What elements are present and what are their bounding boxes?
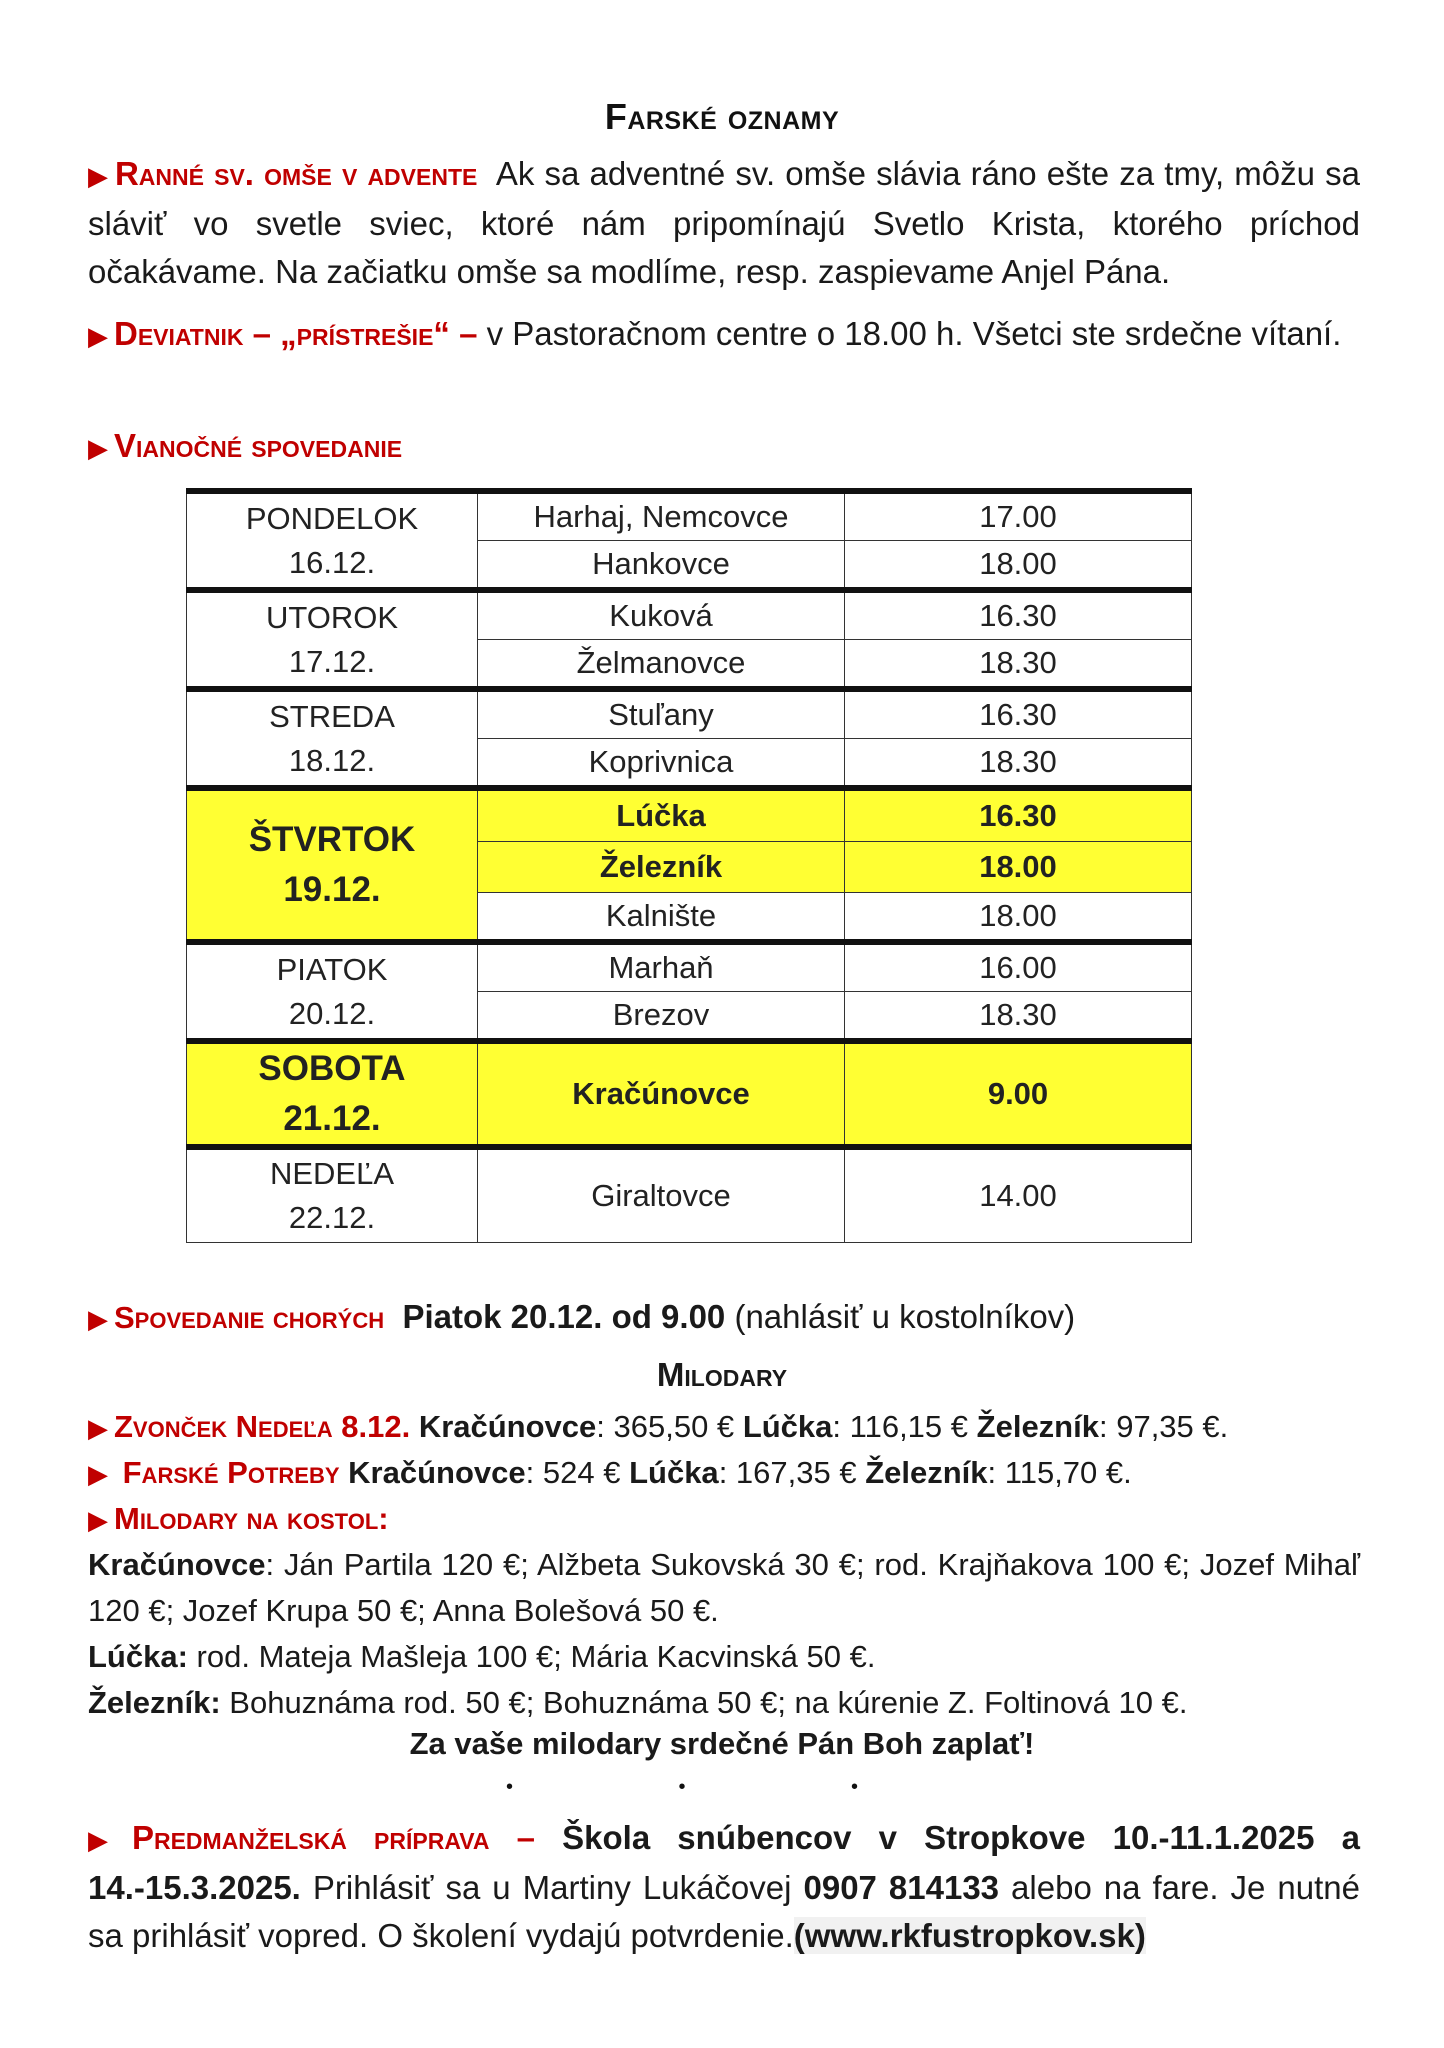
arrow-icon: ▶ [88,1459,108,1489]
day-cell [187,590,478,689]
kracunovce-donors: : Ján Partila 120 €; Alžbeta Sukovská 30 €; rod. Krajňakova 100 €; Jozef Mihaľ 120 €; Jozef Krupa 50 €; Anna Bolešová 50 €. [88,1547,1360,1628]
day-date: 20.12. [288,995,376,1031]
table-row [187,942,1192,992]
lucka-label: Lúčka [629,1455,719,1490]
section-ranne-omse [88,150,1360,296]
zeleznik-donors: Bohuznáma rod. 50 €; Bohuznáma 50 €; na kúrenie Z. Foltinová 10 €. [229,1685,1188,1720]
time-cell: 18.00 [845,541,1192,591]
lucka-label: Lúčka: [88,1639,188,1674]
time-cell: 16.30 [845,689,1192,739]
day-date: 17.12. [288,643,376,679]
farske-potreby-line [88,1450,1360,1497]
page-title [0,96,1444,138]
place-cell: Želmanovce [478,640,845,690]
day-cell [187,491,478,590]
section-text: Prihlásiť sa u Martiny Lukáčovej [312,1869,792,1906]
lucka-value: : 167,35 € [718,1455,857,1490]
day-name: STREDA [269,698,395,734]
day-name: SOBOTA [258,1049,406,1088]
lucka-donors: rod. Mateja Mašleja 100 €; Mária Kacvinská 50 €. [196,1639,876,1674]
time-cell: 18.30 [845,992,1192,1042]
zvoncek-heading: Zvonček Nedeľa 8.12. [114,1409,411,1444]
day-date: 18.12. [288,742,376,778]
arrow-icon: ▶ [88,321,108,351]
place-cell: Giraltovce [478,1147,845,1243]
section-deviatnik [88,310,1360,360]
place-cell-highlighted: Kračúnovce [478,1041,845,1147]
table-row [187,491,1192,541]
section-bold-text: Škola snúbencov v Stropkove 10.-11.1.2025 a 14.-15.3.2025. [88,1819,1360,1906]
kostol-kracunovce [88,1542,1360,1634]
day-date: 21.12. [283,1099,381,1138]
kostol-zeleznik [88,1680,1360,1726]
day-name: PIATOK [276,951,388,987]
section-heading: Ranné sv. omše v advente [114,155,478,192]
place-cell: Stuľany [478,689,845,739]
time-cell: 17.00 [845,491,1192,541]
day-date: 16.12. [288,544,376,580]
section-heading: Deviatnik – „prístrešie“ – [114,315,478,352]
kracunovce-value: : 365,50 € [596,1409,735,1444]
table-row [187,689,1192,739]
day-cell-highlighted [187,1041,478,1147]
day-name: UTOROK [265,599,399,635]
kracunovce-label: Kračúnovce [88,1547,266,1582]
section-heading: Predmanželská príprava – [131,1819,535,1856]
time-cell: 18.00 [845,893,1192,943]
day-name: PONDELOK [245,500,419,536]
section-bold-text: Piatok 20.12. od 9.00 [402,1298,726,1335]
arrow-icon: ▶ [88,1413,108,1443]
zeleznik-label: Železník: [88,1685,221,1720]
kracunovce-label: Kračúnovce [418,1409,597,1444]
day-cell [187,689,478,788]
place-cell: Harhaj, Nemcovce [478,491,845,541]
day-date: 22.12. [288,1200,376,1235]
kostol-lucka [88,1634,1360,1680]
section-heading: Spovedanie chorých [114,1300,385,1335]
place-cell: Marhaň [478,942,845,992]
zvoncek-line [88,1404,1360,1451]
time-cell: 16.00 [845,942,1192,992]
table-row [187,1147,1192,1243]
place-cell: Brezov [478,992,845,1042]
thanks-text: Za vaše milodary srdečné Pán Boh zaplať! [409,1726,1035,1761]
arrow-icon: ▶ [88,1505,108,1535]
time-cell-highlighted: 18.00 [845,842,1192,893]
day-cell [187,1147,478,1243]
potreby-heading: Farské Potreby [122,1455,340,1490]
day-cell-highlighted [187,788,478,942]
time-cell: 16.30 [845,590,1192,640]
thanks-line [0,1726,1444,1762]
day-date: 19.12. [283,870,381,909]
kracunovce-value: : 524 € [525,1455,621,1490]
section-text: Ak sa adventné sv. omše slávia ráno ešte za tmy, môžu sa sláviť vo svetle sviec, ktoré nám pripomínajú Svetlo Krista, ktorého príchod očakávame. Na začiatku omše sa modlíme, resp. zaspievame Anjel Pána. [88,155,1360,290]
zeleznik-value: : 115,70 €. [987,1455,1132,1490]
section-text: (nahlásiť u kostolníkov) [734,1298,1076,1335]
time-cell: 18.30 [845,739,1192,789]
place-cell: Kuková [478,590,845,640]
table-row [187,788,1192,842]
table-row [187,590,1192,640]
title-text: Farské oznamy [604,96,840,137]
time-cell-highlighted: 9.00 [845,1041,1192,1147]
phone-number: 0907 814133 [803,1869,1000,1906]
arrow-icon: ▶ [88,1304,108,1334]
time-cell: 14.00 [845,1147,1192,1243]
arrow-icon: ▶ [88,433,108,463]
separator-dots: • • • [505,1776,939,1798]
kostol-heading: Milodary na kostol: [114,1501,389,1536]
kracunovce-label: Kračúnovce [348,1455,526,1490]
section-heading: Vianočné spovedanie [114,427,403,464]
milodary-heading-text: Milodary [656,1356,788,1393]
place-cell: Kalnište [478,893,845,943]
time-cell: 18.30 [845,640,1192,690]
section-text-2: alebo na fare. Je nutné sa prihlásiť vopred. O školení vydajú potvrdenie. [88,1869,1361,1954]
website-link[interactable]: (www.rkfustropkov.sk) [793,1917,1146,1954]
zeleznik-value: : 97,35 €. [1098,1409,1229,1444]
section-vianocne-spovedanie [88,422,1360,472]
section-spovedanie-chorych [88,1293,1360,1343]
day-name: ŠTVRTOK [248,820,416,859]
milodary-heading [0,1356,1444,1394]
lucka-label: Lúčka [742,1409,833,1444]
section-text: v Pastoračnom centre o 18.00 h. Všetci ste srdečne vítaní. [486,315,1342,352]
time-cell-highlighted: 16.30 [845,788,1192,842]
place-cell-highlighted: Železník [478,842,845,893]
zeleznik-label: Železník [976,1409,1099,1444]
table-row [187,1041,1192,1147]
section-predmanzelska [88,1814,1360,1960]
place-cell: Koprivnica [478,739,845,789]
lucka-value: : 116,15 € [832,1409,969,1444]
arrow-icon: ▶ [88,161,109,191]
place-cell-highlighted: Lúčka [478,788,845,842]
place-cell: Hankovce [478,541,845,591]
milodary-kostol-heading-line [88,1496,1360,1543]
day-name: NEDEĽA [269,1156,395,1191]
zeleznik-label: Železník [865,1455,988,1490]
day-cell [187,942,478,1041]
confession-schedule-table [186,488,1192,1243]
arrow-icon: ▶ [88,1825,126,1855]
